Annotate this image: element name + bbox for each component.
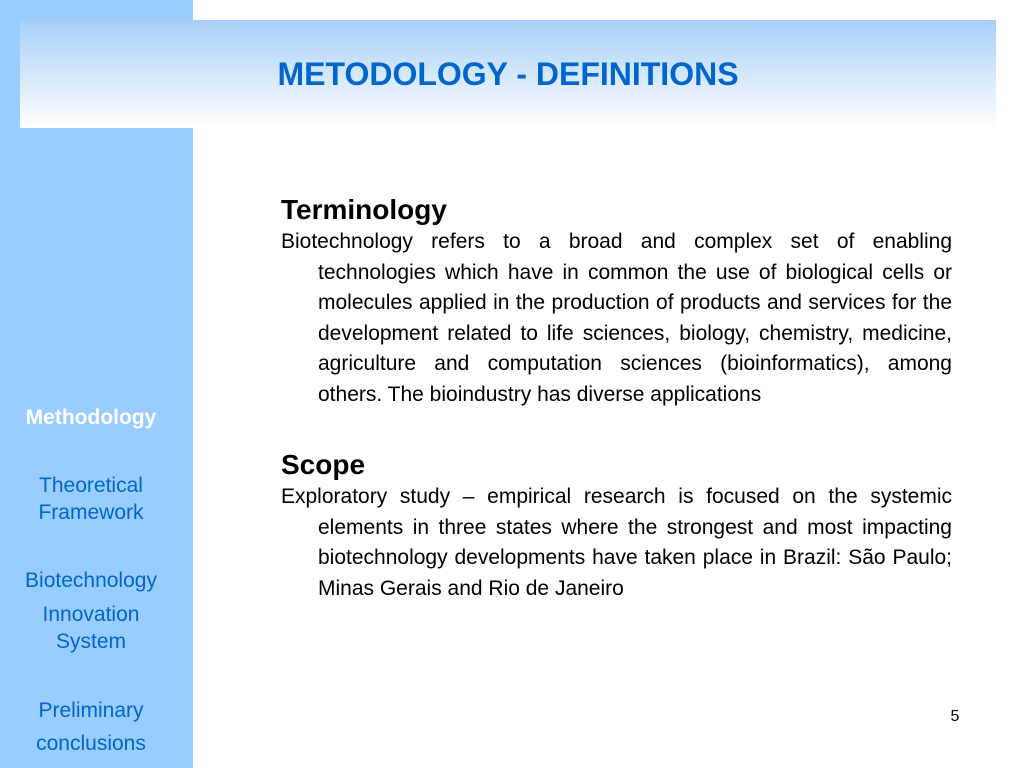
section-heading: Terminology bbox=[281, 194, 447, 225]
nav-item-label: Framework bbox=[38, 501, 144, 524]
nav-item-label: Biotechnology bbox=[25, 569, 157, 592]
nav-item-label: Innovation bbox=[42, 603, 140, 626]
section-body: Biotechnology refers to a broad and complex set of enabling technologies which have in common the use of biological cells or molecules applied in the production of products and services for the development related to life sciences, biology, chemistry, medicine, agriculture and computation sciences (bioinformatics), among others. The bioindustry has diverse applications bbox=[281, 230, 952, 406]
nav-item-methodology[interactable] bbox=[0, 404, 182, 431]
nav-item-label: Theoretical bbox=[39, 474, 143, 497]
section-terminology bbox=[281, 193, 952, 410]
nav-item-theoretical-framework[interactable] bbox=[0, 472, 182, 526]
nav-item-label: System bbox=[55, 630, 126, 653]
section-body: Exploratory study – empirical research is focused on the systemic elements in three states where the strongest and most impacting biotechnology developments have taken place in Brazil: São Paulo; Minas Gerais and Rio de Janeiro bbox=[281, 485, 952, 600]
nav-item-preliminary-conclusions[interactable] bbox=[0, 697, 182, 757]
nav-item-label: conclusions bbox=[36, 732, 146, 755]
slide-number: 5 bbox=[950, 708, 960, 725]
section-spacer bbox=[281, 410, 952, 448]
section-heading: Scope bbox=[281, 449, 366, 480]
page-title: METODOLOGY - DEFINITIONS bbox=[277, 56, 739, 92]
slide-content bbox=[281, 193, 952, 604]
nav-item-label: Methodology bbox=[25, 406, 157, 429]
nav-item-label: Preliminary bbox=[38, 699, 144, 722]
section-scope bbox=[281, 448, 952, 604]
nav-item-biotechnology-innovation-system[interactable] bbox=[0, 567, 182, 655]
